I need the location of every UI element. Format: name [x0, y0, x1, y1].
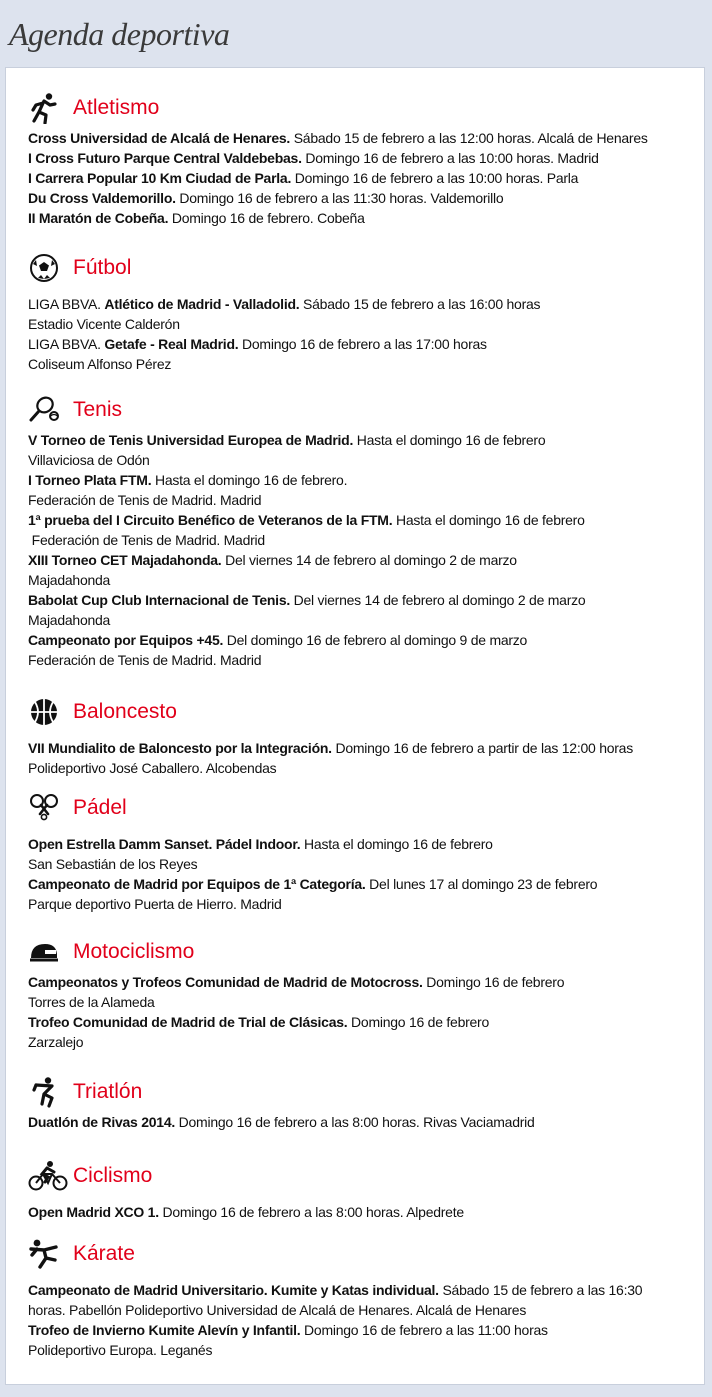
event-name: Duatlón de Rivas 2014. [28, 1114, 176, 1130]
event-line [28, 334, 688, 354]
padel-rackets-icon [28, 792, 60, 824]
event-details: Villaviciosa de Odón [28, 452, 150, 468]
event-line [28, 1340, 688, 1360]
section-ciclismo [28, 1156, 688, 1222]
event-list [28, 1202, 688, 1222]
event-details: Del lunes 17 al domingo 23 de febrero [365, 876, 598, 892]
event-details: Sábado 15 de febrero a las 12:00 horas. Alcalá de Henares [290, 130, 648, 146]
event-line [28, 570, 688, 590]
section-tenis [28, 390, 688, 670]
event-name: Atlético de Madrid - Valladolid. [104, 296, 300, 312]
event-details: Hasta el domingo 16 de febrero [392, 512, 585, 528]
event-list [28, 430, 688, 670]
event-details: Hasta el domingo 16 de febrero [300, 836, 493, 852]
event-name: Trofeo Comunidad de Madrid de Trial de Clásicas. [28, 1014, 348, 1030]
event-line [28, 450, 688, 470]
cyclist-icon [28, 1160, 60, 1192]
event-details: Coliseum Alfonso Pérez [28, 356, 172, 372]
event-details: Domingo 16 de febrero a las 11:30 horas. Valdemorillo [175, 190, 504, 206]
event-line [28, 1280, 668, 1320]
event-list [28, 128, 688, 228]
event-list [28, 294, 688, 374]
event-line [28, 1202, 688, 1222]
event-line [28, 354, 688, 374]
event-prefix: LIGA BBVA. [28, 336, 105, 352]
event-details: Federación de Tenis de Madrid. Madrid [28, 532, 265, 548]
event-line [28, 314, 688, 334]
event-details: Domingo 16 de febrero. Cobeña [168, 210, 365, 226]
section-header [28, 248, 688, 288]
section-triatlon [28, 1072, 688, 1132]
event-details: Federación de Tenis de Madrid. Madrid [28, 492, 262, 508]
event-details: Del viernes 14 de febrero al domingo 2 de marzo [290, 592, 586, 608]
event-details: Polideportivo José Caballero. Alcobendas [28, 760, 277, 776]
event-details: Domingo 16 de febrero a las 11:00 horas [300, 1322, 548, 1338]
event-name: Campeonatos y Trofeos Comunidad de Madrid de Motocross. [28, 974, 423, 990]
event-line [28, 128, 688, 148]
event-line [28, 148, 688, 168]
event-details: Torres de la Alameda [28, 994, 155, 1010]
event-name: XIII Torneo CET Majadahonda. [28, 552, 222, 568]
section-title: Atletismo [73, 96, 160, 119]
event-details: Estadio Vicente Calderón [28, 316, 180, 332]
runner-icon [28, 92, 60, 124]
event-details: Polideportivo Europa. Leganés [28, 1342, 213, 1358]
event-line [28, 208, 688, 228]
event-details: Domingo 16 de febrero a las 17:00 horas [238, 336, 487, 352]
event-details: Domingo 16 de febrero a las 10:00 horas. Madrid [301, 150, 599, 166]
event-details: Domingo 16 de febrero a las 8:00 horas. Alpedrete [158, 1204, 464, 1220]
section-padel [28, 788, 688, 914]
event-line [28, 188, 688, 208]
section-header [28, 932, 688, 972]
soccer-ball-icon [28, 252, 60, 284]
event-name: I Cross Futuro Parque Central Valdebebas. [28, 150, 302, 166]
event-line [28, 834, 688, 854]
event-list [28, 738, 688, 778]
event-name: Babolat Cup Club Internacional de Tenis. [28, 592, 290, 608]
event-line [28, 874, 688, 894]
section-title: Motociclismo [73, 940, 195, 963]
event-details: Domingo 16 de febrero a partir de las 12:00 horas [331, 740, 633, 756]
page-title: Agenda deportiva [9, 16, 230, 52]
event-line [28, 758, 688, 778]
section-title: Fútbol [73, 256, 132, 279]
basketball-icon [28, 696, 60, 728]
event-line [28, 894, 688, 914]
event-line [28, 972, 688, 992]
tennis-racket-icon [28, 394, 60, 426]
event-name: V Torneo de Tenis Universidad Europea de Madrid. [28, 432, 354, 448]
section-header [28, 692, 688, 732]
section-header [28, 88, 688, 128]
section-title: Pádel [73, 796, 127, 819]
event-details: Federación de Tenis de Madrid. Madrid [28, 652, 262, 668]
event-line [28, 630, 688, 650]
event-list [28, 834, 688, 914]
event-name: Open Estrella Damm Sanset. Pádel Indoor. [28, 836, 301, 852]
event-name: II Maratón de Cobeña. [28, 210, 169, 226]
section-title: Tenis [73, 398, 123, 421]
event-line [28, 1012, 688, 1032]
event-name: Campeonato de Madrid por Equipos de 1ª Categoría. [28, 876, 366, 892]
event-line [28, 430, 688, 450]
event-line [28, 610, 688, 630]
event-line [28, 168, 688, 188]
event-line [28, 510, 688, 530]
section-header [28, 390, 688, 430]
event-line [28, 530, 688, 550]
section-karate [28, 1234, 688, 1360]
event-details: Parque deportivo Puerta de Hierro. Madrid [28, 896, 282, 912]
section-header [28, 1234, 688, 1274]
section-atletismo [28, 88, 688, 228]
section-title: Triatlón [73, 1080, 143, 1103]
event-line [28, 470, 688, 490]
agenda-card [5, 67, 705, 1385]
event-name: Campeonato de Madrid Universitario. Kumite y Katas individual. [28, 1282, 439, 1298]
section-title: Kárate [73, 1242, 135, 1265]
event-details: Sábado 15 de febrero a las 16:00 horas [299, 296, 541, 312]
motorcycle-helmet-icon [28, 936, 60, 968]
event-line [28, 1032, 688, 1052]
event-details: Domingo 16 de febrero [347, 1014, 489, 1030]
event-line [28, 854, 688, 874]
event-line [28, 550, 688, 570]
event-prefix: LIGA BBVA. [28, 296, 105, 312]
section-baloncesto [28, 692, 688, 778]
event-details: Majadahonda [28, 612, 111, 628]
event-name: VII Mundialito de Baloncesto por la Integración. [28, 740, 332, 756]
event-name: Du Cross Valdemorillo. [28, 190, 176, 206]
section-motociclismo [28, 932, 688, 1052]
event-details: Del viernes 14 de febrero al domingo 2 de marzo [221, 552, 517, 568]
event-line [28, 590, 688, 610]
karate-icon [28, 1238, 60, 1270]
event-details: Sábado 15 de febrero a las 16:30 horas. Pabellón Polideportivo Universidad de Alcalá de Henares. Alcalá de Henares [28, 1282, 646, 1318]
event-details: Hasta el domingo 16 de febrero. [151, 472, 348, 488]
section-header [28, 1156, 688, 1196]
event-name: Open Madrid XCO 1. [28, 1204, 159, 1220]
event-list [28, 972, 688, 1052]
event-details: Domingo 16 de febrero a las 8:00 horas. Rivas Vaciamadrid [175, 1114, 535, 1130]
section-header [28, 1072, 688, 1112]
event-details: Domingo 16 de febrero [422, 974, 565, 990]
event-details: San Sebastián de los Reyes [28, 856, 198, 872]
triathlete-icon [28, 1076, 60, 1108]
event-name: Getafe - Real Madrid. [104, 336, 239, 352]
event-details: Del domingo 16 de febrero al domingo 9 de marzo [223, 632, 528, 648]
event-line [28, 650, 688, 670]
event-list [28, 1112, 688, 1132]
event-line [28, 992, 688, 1012]
event-name: I Torneo Plata FTM. [28, 472, 152, 488]
event-line [28, 294, 688, 314]
section-title: Ciclismo [73, 1164, 153, 1187]
event-line [28, 738, 688, 758]
event-list [28, 1280, 688, 1360]
event-name: I Carrera Popular 10 Km Ciudad de Parla. [28, 170, 292, 186]
event-details: Hasta el domingo 16 de febrero [353, 432, 546, 448]
event-name: Cross Universidad de Alcalá de Henares. [28, 130, 291, 146]
event-line [28, 1112, 688, 1132]
event-details: Zarzalejo [28, 1034, 84, 1050]
section-title: Baloncesto [73, 700, 177, 723]
event-line [28, 1320, 688, 1340]
event-name: Campeonato por Equipos +45. [28, 632, 224, 648]
section-header [28, 788, 688, 828]
event-details: Domingo 16 de febrero a las 10:00 horas. Parla [291, 170, 579, 186]
event-line [28, 490, 688, 510]
event-details: Majadahonda [28, 572, 111, 588]
event-name: 1ª prueba del I Circuito Benéfico de Veteranos de la FTM. [28, 512, 393, 528]
section-futbol [28, 248, 688, 374]
event-name: Trofeo de Invierno Kumite Alevín y Infantil. [28, 1322, 301, 1338]
